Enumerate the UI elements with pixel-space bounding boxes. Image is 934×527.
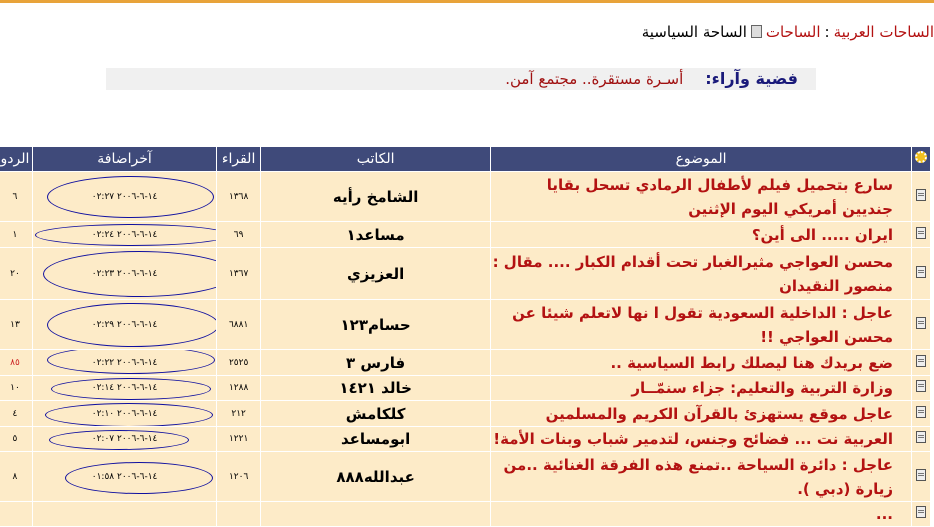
breadcrumb bbox=[642, 20, 934, 44]
reply-count: ٥ bbox=[0, 427, 32, 452]
topics-table bbox=[0, 146, 931, 527]
read-count: ٢٥٢٥ bbox=[217, 350, 261, 376]
reply-count: ١٣ bbox=[0, 300, 32, 350]
settings-gear-icon[interactable] bbox=[911, 147, 930, 172]
table-row bbox=[0, 502, 931, 527]
author-link[interactable]: مساعد١ bbox=[261, 222, 491, 248]
reply-count: ١٠ bbox=[0, 376, 32, 401]
last-added-date: ١٤-٦-٢٠٠٦ ٠٢:٢٩ bbox=[32, 300, 216, 350]
header-replies[interactable]: الردو bbox=[0, 147, 32, 172]
page-icon bbox=[751, 25, 762, 38]
topic-doc-icon bbox=[911, 452, 930, 502]
read-count: ١٢٢١ bbox=[217, 427, 261, 452]
read-count bbox=[217, 502, 261, 527]
author-link[interactable]: خالد ١٤٢١ bbox=[261, 376, 491, 401]
reply-count: ٢٠ bbox=[0, 248, 32, 300]
topic-doc-icon bbox=[911, 376, 930, 401]
read-count: ٦٩ bbox=[217, 222, 261, 248]
topic-link[interactable]: عاجل : الداخلية السعودية تقول ا نها لاتعلم شيئا عن محسن العواجي !! bbox=[491, 300, 912, 350]
topic-link[interactable]: ضع بريدك هنا ليصلك رابط السياسية .. bbox=[491, 350, 912, 376]
topic-doc-icon bbox=[911, 350, 930, 376]
header-author[interactable]: الكاتب bbox=[261, 147, 491, 172]
read-count: ١٣٦٨ bbox=[217, 172, 261, 222]
table-row bbox=[0, 376, 931, 401]
reply-count: ١ bbox=[0, 222, 32, 248]
last-added-date: ١٤-٦-٢٠٠٦ ٠١:٥٨ bbox=[32, 452, 216, 502]
read-count: ١٢٨٨ bbox=[217, 376, 261, 401]
author-link[interactable]: الشامخ رأيه bbox=[261, 172, 491, 222]
topic-doc-icon bbox=[911, 222, 930, 248]
table-row bbox=[0, 350, 931, 376]
last-added-date: ١٤-٦-٢٠٠٦ ٠٢:٢٢ bbox=[32, 350, 216, 376]
topic-doc-icon bbox=[911, 172, 930, 222]
table-row bbox=[0, 452, 931, 502]
breadcrumb-current: الساحة السياسية bbox=[641, 23, 747, 41]
breadcrumb-section-link[interactable]: الساحات bbox=[765, 23, 821, 41]
author-link[interactable]: فارس ٣ bbox=[261, 350, 491, 376]
table-row bbox=[0, 401, 931, 427]
read-count: ٢١٢ bbox=[217, 401, 261, 427]
header-reads[interactable]: القراء bbox=[217, 147, 261, 172]
topic-link[interactable]: وزارة التربية والتعليم: جزاء سنمّــار bbox=[491, 376, 912, 401]
last-added-date: ١٤-٦-٢٠٠٦ ٠٢:١٠ bbox=[32, 401, 216, 427]
header-last-added[interactable]: آخراضافة bbox=[32, 147, 216, 172]
author-link[interactable] bbox=[261, 502, 491, 527]
last-added-date: ١٤-٦-٢٠٠٦ ٠٢:٠٧ bbox=[32, 427, 216, 452]
read-count: ٦٨٨١ bbox=[217, 300, 261, 350]
author-link[interactable]: ابومساعد bbox=[261, 427, 491, 452]
topic-doc-icon bbox=[911, 427, 930, 452]
last-added-date: ١٤-٦-٢٠٠٦ ٠٢:١٤ bbox=[32, 376, 216, 401]
motto-text: أسـرة مستقرة.. مجتمع آمن. bbox=[505, 70, 684, 88]
motto-label: فضية وآراء: bbox=[705, 69, 798, 88]
table-row bbox=[0, 172, 931, 222]
motto-bar bbox=[106, 68, 816, 90]
last-added-date: ١٤-٦-٢٠٠٦ ٠٢:٢٤ bbox=[32, 222, 216, 248]
topic-link[interactable]: سارع بتحميل فيلم لأطفال الرمادي تسحل بقايا جنديين أمريكي اليوم الإثنين bbox=[491, 172, 912, 222]
topic-link[interactable]: محسن العواجي مثيرالغبار تحت أقدام الكبار .... مقال : منصور النقيدان bbox=[491, 248, 912, 300]
topic-link[interactable]: ايران ..... الى أين؟ bbox=[491, 222, 912, 248]
topic-link[interactable]: عاجل : دائرة السياحة ..تمنع هذه الفرقة الغنائية ..من زيارة (دبي ). bbox=[491, 452, 912, 502]
reply-count: ٤ bbox=[0, 401, 32, 427]
reply-count bbox=[0, 502, 32, 527]
table-row bbox=[0, 300, 931, 350]
table-row bbox=[0, 222, 931, 248]
table-row bbox=[0, 248, 931, 300]
topic-doc-icon bbox=[911, 248, 930, 300]
topic-doc-icon bbox=[911, 401, 930, 427]
table-row bbox=[0, 427, 931, 452]
author-link[interactable]: العزيزي bbox=[261, 248, 491, 300]
topic-doc-icon bbox=[911, 300, 930, 350]
last-added-date: ١٤-٦-٢٠٠٦ ٠٢:٢٣ bbox=[32, 248, 216, 300]
last-added-date bbox=[32, 502, 216, 527]
author-link[interactable]: كلكامش bbox=[261, 401, 491, 427]
reply-count: ٨٥ bbox=[0, 350, 32, 376]
breadcrumb-root-link[interactable]: الساحات العربية bbox=[833, 23, 934, 41]
topic-doc-icon bbox=[911, 502, 930, 527]
table-header-row bbox=[0, 147, 931, 172]
reply-count: ٦ bbox=[0, 172, 32, 222]
topic-link[interactable]: العربية نت ... فضائح وجنس، لتدمير شباب وبنات الأمة! bbox=[491, 427, 912, 452]
breadcrumb-separator: : bbox=[824, 23, 830, 41]
author-link[interactable]: عبدالله٨٨٨ bbox=[261, 452, 491, 502]
topic-link[interactable]: ... bbox=[491, 502, 912, 527]
header-topic[interactable]: الموضوع bbox=[491, 147, 912, 172]
read-count: ١٣٦٧ bbox=[217, 248, 261, 300]
author-link[interactable]: حسام١٢٣ bbox=[261, 300, 491, 350]
read-count: ١٢٠٦ bbox=[217, 452, 261, 502]
topic-link[interactable]: عاجل موقع يستهزئ بالقرآن الكريم والمسلمين bbox=[491, 401, 912, 427]
last-added-date: ١٤-٦-٢٠٠٦ ٠٢:٢٧ bbox=[32, 172, 216, 222]
reply-count: ٨ bbox=[0, 452, 32, 502]
top-accent-bar bbox=[0, 0, 934, 3]
